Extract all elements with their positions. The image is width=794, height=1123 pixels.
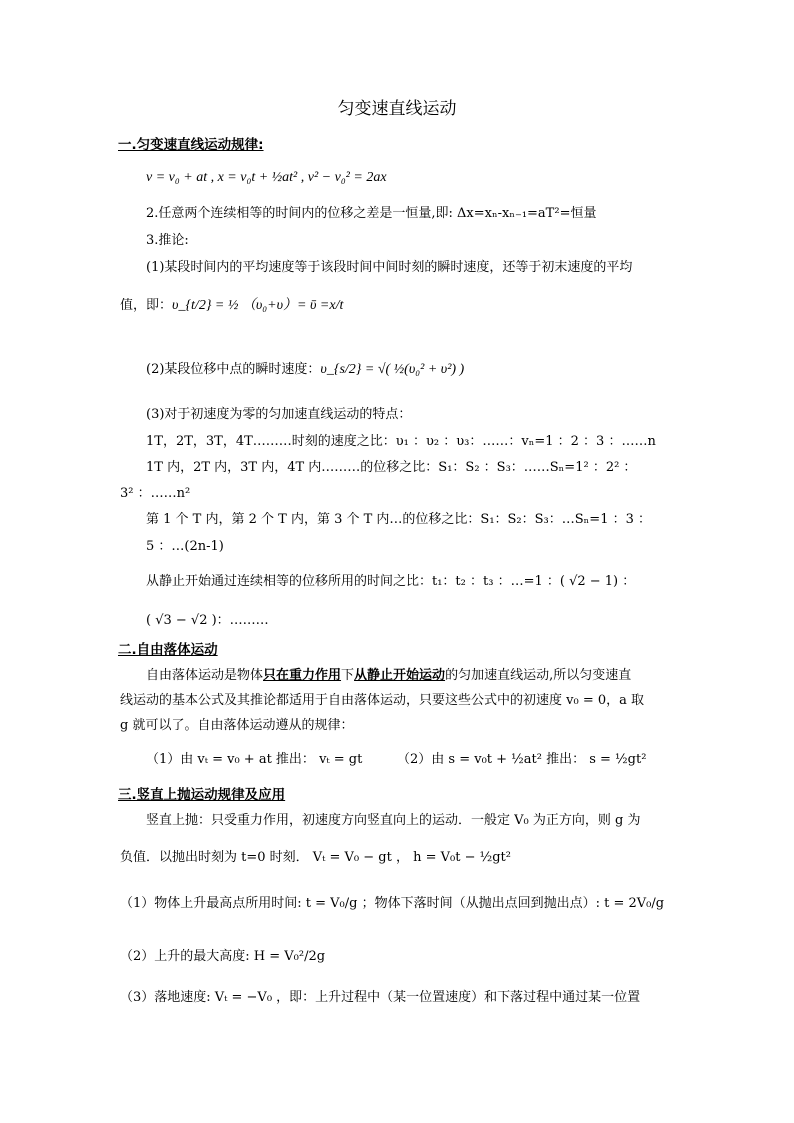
inference-2-prefix: (2)某段位移中点的瞬时速度：: [146, 362, 321, 377]
free-fall-para-line-c: g 就可以了。自由落体运动遵从的规律：: [120, 718, 354, 733]
item-2-text: 2.任意两个连续相等的时间内的位移之差是一恒量,即: Δx=xₙ-xₙ₋₁=aT²=恒量: [146, 206, 597, 221]
vertical-throw-q1: （1）物体上升最高点所用时间: t = V₀/g ；物体下落时间（从抛出点回到抛出点）: t = 2V₀/g: [120, 896, 665, 911]
vertical-throw-q2: （2）上升的最大高度: H = V₀²/2g: [120, 949, 326, 964]
free-fall-law-2: （2）由 s = v₀t + ½at² 推出： s = ½gt²: [397, 752, 647, 767]
section-heading-3: 三.竖直上抛运动规律及应用: [118, 787, 286, 803]
inference-2-line: [146, 361, 464, 379]
ratio-displacement-line: 1T 内，2T 内，3T 内，4T 内………的位移之比：S₁：S₂ ：S₃：……Sₙ=1² ：2² ：: [146, 460, 637, 475]
vertical-throw-line-b: 负值．以抛出时刻为 t=0 时刻． Vₜ = V₀ − gt ， h = V₀t − ½gt²: [120, 850, 511, 865]
item-3-text: 3.推论:: [146, 233, 189, 248]
vertical-throw-line-a: 竖直上抛：只受重力作用，初速度方向竖直向上的运动．一般定 V₀ 为正方向，则 g 为: [146, 813, 641, 828]
free-fall-emphasis-rest: 从静止开始运动: [354, 668, 446, 683]
ratio-nth-interval-line-cont: 5 ：…(2n-1): [146, 539, 224, 554]
section-heading-2: 二.自由落体运动: [118, 642, 218, 658]
inference-1-line-b: [120, 297, 343, 315]
free-fall-emphasis-gravity: 只在重力作用: [263, 668, 342, 683]
formula-basic-laws: v = v₀ + at , x = v₀t + ½at² , v² − v₀² = 2ax: [146, 170, 387, 185]
ratio-time-line: 从静止开始通过连续相等的位移所用的时间之比：t₁：t₂ ：t₃ ：…=1 ：( √2 − 1) ：: [146, 574, 636, 589]
section-heading-1: 一.匀变速直线运动规律:: [118, 137, 264, 153]
average-velocity-formula: υ_{t/2} = ½ （υ₀+υ）= ῡ =x/t: [172, 298, 344, 313]
free-fall-text-2: 下: [341, 668, 355, 683]
ratio-displacement-line-cont: 3² ：……n²: [120, 486, 191, 501]
inference-1-line-a: (1)某段时间内的平均速度等于该段时间中间时刻的瞬时速度，还等于初末速度的平均: [146, 260, 633, 275]
inference-1-prefix: 值，即：: [120, 298, 173, 313]
free-fall-para-line-b: 线运动的基本公式及其推论都适用于自由落体运动，只要这些公式中的初速度 v₀ = 0，a 取: [120, 693, 644, 708]
free-fall-text-3: 的匀加速直线运动,所以匀变速直: [445, 668, 632, 683]
page-title: 匀变速直线运动: [337, 99, 457, 119]
midpoint-velocity-formula: υ_{s/2} = √( ½(υ₀² + υ²) ): [320, 362, 465, 377]
free-fall-para-line-a: [146, 667, 631, 685]
vertical-throw-q3: （3）落地速度: Vₜ = −V₀ ，即：上升过程中（某一位置速度）和下落过程中通过某一位置: [120, 990, 641, 1005]
ratio-nth-interval-line: 第 1 个 T 内，第 2 个 T 内，第 3 个 T 内…的位移之比：S₁：S₂：S₃：…Sₙ=1 ：3 ：: [146, 512, 651, 527]
inference-3-heading: (3)对于初速度为零的匀加速直线运动的特点：: [146, 407, 412, 422]
ratio-velocity-line: 1T，2T，3T，4T………时刻的速度之比：υ₁ ：υ₂ ：υ₃：……：vₙ=1 ：2 ：3 ：……n: [146, 434, 656, 449]
free-fall-text-1: 自由落体运动是物体: [146, 668, 264, 683]
ratio-time-line-cont: ( √3 − √2 )：………: [146, 613, 269, 628]
free-fall-law-1: （1）由 vₜ = v₀ + at 推出： vₜ = gt: [146, 752, 363, 767]
